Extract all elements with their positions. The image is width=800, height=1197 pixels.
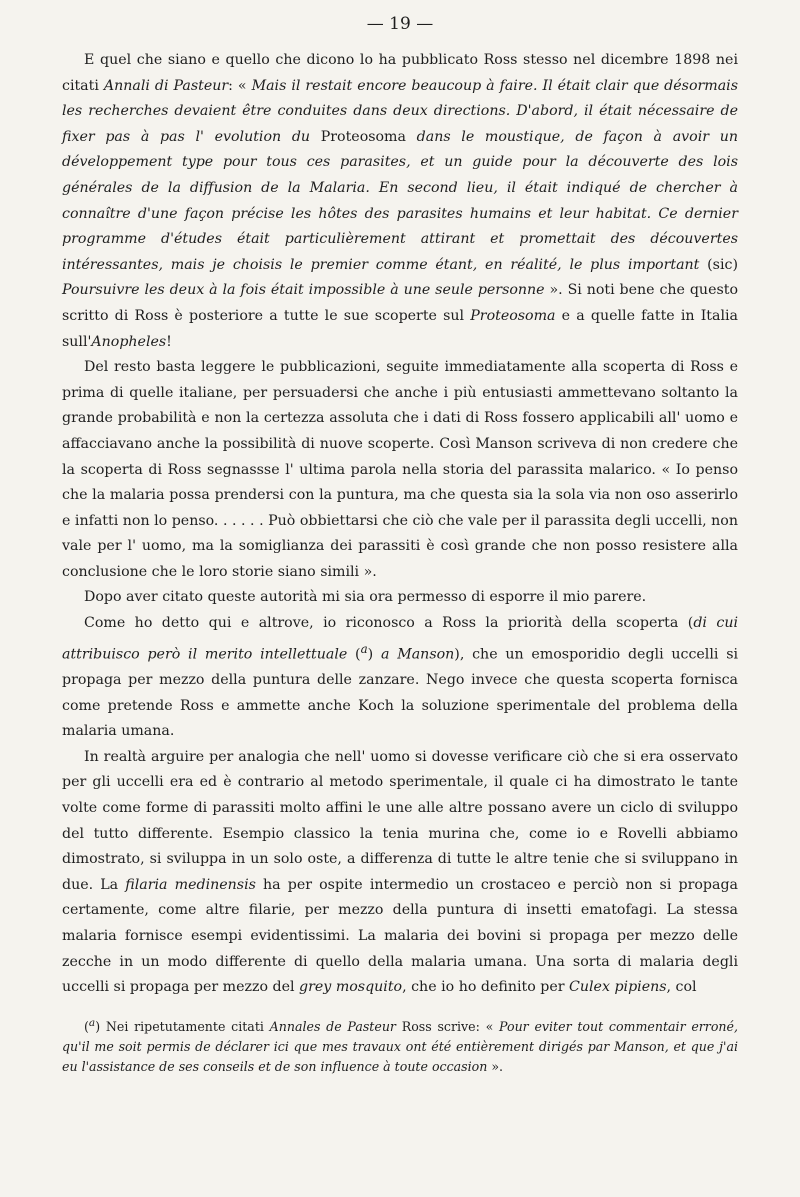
paragraph — [62, 585, 738, 611]
body-text — [62, 48, 738, 1001]
text-run: ». — [487, 1058, 504, 1074]
text-run: , col — [666, 979, 697, 996]
text-run: ! — [166, 333, 172, 350]
italic-text: dans le moustique, de façon à avoir un développement type pour tous ces parasites, et un guide pour la découverte des lois générales de la diffusion de la Malaria. En second lieu, il était indiqué de chercher à connaître d'une façon précise les hôtes des parasites humains et leur habitat. Ce dernier programme d'études était particulièrement attirant et promettait des découvertes intéressantes, mais je choisis le premier comme étant, en réalité, le plus important — [62, 128, 738, 273]
paragraph — [62, 611, 738, 745]
text-run: Del resto basta leggere le pubblicazioni, seguite immediatamente alla scoperta di Ross e prima di quelle italiane, per persuadersi che anche i più entusiasti ammettevano soltanto la grande probabilità e non la certezza assoluta che i dati di Ross fossero applicabili all' uomo e affacciavano anche la possibilità di nuove scoperte. Così Manson scriveva di non credere che la scoperta di Ross segnassse l' ultima parola nella storia del parassita malarico. « Io penso che la malaria possa prendersi con la puntura, ma che questa sia la sola via non oso asserirlo e infatti non lo penso. . . . . . Può obbiettarsi che ciò che vale per il parassita degli uccelli, non vale per l' uomo, ma la somiglianza dei parassiti è così grande che non posso resistere alla conclusione che le loro storie siano simili ». — [62, 359, 738, 580]
italic-text: Annales de Pasteur — [269, 1018, 396, 1034]
text-run: Dopo aver citato queste autorità mi sia ora permesso di esporre il mio parere. — [84, 589, 647, 606]
page-number: — 19 — — [366, 14, 434, 34]
italic-text: Poursuivre les deux à la fois était impossible à une seule personne — [62, 282, 545, 299]
text-run: , che io ho definito per — [402, 979, 570, 996]
footnote — [62, 1013, 738, 1077]
paragraph — [62, 355, 738, 585]
italic-text: Anopheles — [91, 333, 167, 350]
text-run: Proteosoma — [310, 128, 417, 145]
text-run: ) — [367, 646, 381, 663]
text-run: (sic) — [699, 256, 738, 273]
paragraph — [62, 745, 738, 1001]
italic-text: Annali di Pasteur — [103, 77, 229, 94]
text-run: ( — [84, 1018, 89, 1034]
text-run: Come ho detto qui e altrove, io riconosco a Ross la priorità della scoperta ( — [84, 615, 694, 632]
paragraph — [62, 48, 738, 355]
text-run: Ross scrive: « — [395, 1018, 500, 1034]
text-run: In realtà arguire per analogia che nell' uomo si dovesse verificare ciò che si era osservato per gli uccelli era ed è contrario al metodo sperimentale, il quale ci ha dimostrato le tante volte come forme di parassiti molto affini le une alle altre possano avere un ciclo di sviluppo del tutto differente. Esempio classico la tenia murina che, come io e Rovelli abbiamo dimostrato, si sviluppa in un solo oste, a differenza di tutte le altre tenie che si sviluppano in due. La — [62, 748, 738, 893]
text-run: ( — [347, 646, 361, 663]
text-run: ), che un emosporidio degli uccelli si propaga per mezzo della puntura delle zanzare. Nego invece che questa scoperta fornisca come pretende Ross e ammette anche Koch la soluzione sperimentale del problema della malaria umana. — [62, 646, 739, 740]
text-run: e a quelle fatte in Italia sull' — [62, 307, 739, 350]
text-run: ) Nei ripetutamente citati — [95, 1018, 270, 1034]
italic-text: a Manson — [380, 646, 455, 663]
italic-text: di cui attribuisco però il merito intellettuale — [62, 615, 739, 663]
italic-text: Proteosoma — [470, 307, 556, 324]
text-run: : « — [228, 77, 252, 94]
superscript — [361, 642, 368, 656]
italic-text: Culex pipiens — [569, 979, 667, 996]
italic-text: grey mosquito — [299, 979, 403, 996]
footnote-marker: a — [88, 1016, 96, 1029]
text-run: ha per ospite intermedio un crostaceo e perciò non si propaga certamente, come altre filarie, per mezzo della puntura di insetti ematofagi. La stessa malaria fornisce esempi evidentissimi. La malaria dei bovini si propaga per mezzo delle zecche in un modo differente di quello della malaria umana. Una sorta di malaria degli uccelli si propaga per mezzo del — [62, 876, 738, 996]
italic-text: Pour eviter tout commentair erroné, qu'il me soit permis de déclarer ici que mes travaux ont été entièrement dirigés par Manson, et que j'ai eu l'assistance de ses conseils et de son influence à toute occasion — [62, 1018, 738, 1074]
text-run: E quel che siano e quello che dicono lo ha pubblicato Ross stesso nel dicembre 1898 nei citati — [62, 52, 738, 94]
italic-text: Mais il restait encore beaucoup à faire. Il était clair que désormais les recherches devaient être conduites dans deux directions. D'abord, il était nécessaire de fixer pas à pas l' evolution du — [62, 77, 738, 145]
italic-text: filaria medinensis — [125, 876, 256, 893]
footnote-marker: a — [360, 641, 368, 656]
text-run: ». Si noti bene che questo scritto di Ross è posteriore a tutte le sue scoperte sul — [62, 282, 738, 324]
